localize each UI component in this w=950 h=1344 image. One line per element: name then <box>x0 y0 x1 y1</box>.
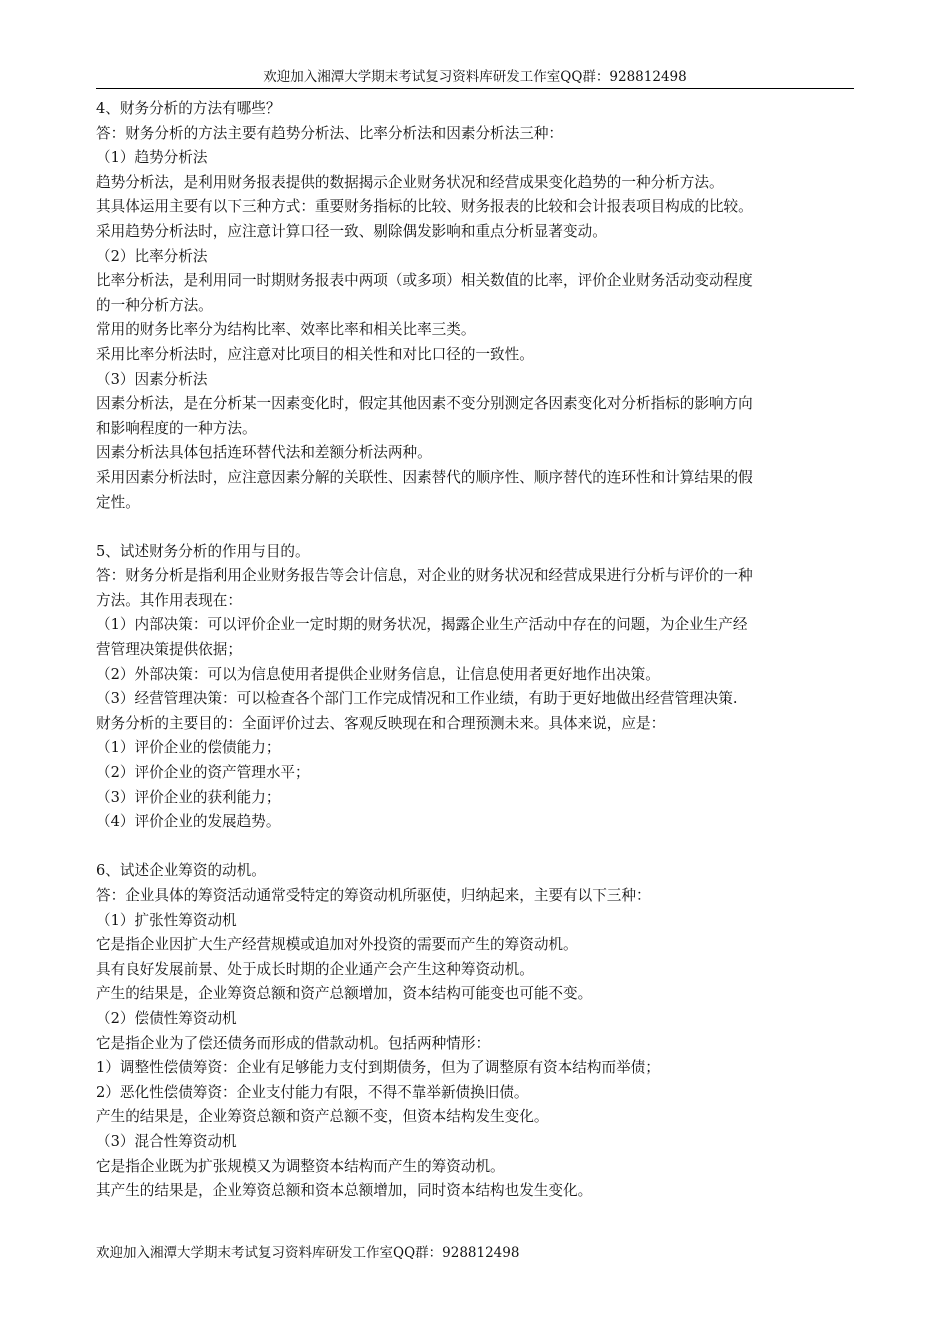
text-line: 它是指企业因扩大生产经营规模或追加对外投资的需要而产生的筹资动机。 <box>96 936 578 954</box>
text-line: 财务分析的主要目的：全面评价过去、客观反映现在和合理预测未来。具体来说，应是： <box>96 714 666 732</box>
text-line: 具有良好发展前景、处于成长时期的企业通产会产生这种筹资动机。 <box>96 960 534 978</box>
text-line: 采用比率分析法时，应注意对比项目的相关性和对比口径的一致性。 <box>96 345 534 363</box>
text-line: 因素分析法具体包括连环替代法和差额分析法两种。 <box>96 444 432 462</box>
text-line: （2）评价企业的资产管理水平； <box>96 764 310 782</box>
text-line: （3）因素分析法 <box>96 370 208 388</box>
text-line: 的一种分析方法。 <box>96 296 213 314</box>
text-line: 采用因素分析法时，应注意因素分解的关联性、因素替代的顺序性、顺序替代的连环性和计算结果的假 <box>96 468 753 486</box>
text-line: 因素分析法，是在分析某一因素变化时，假定其他因素不变分别测定各因素变化对分析指标的影响方向 <box>96 395 753 413</box>
page-footer: 欢迎加入湘潭大学期末考试复习资料库研发工作室QQ群：928812498 <box>96 1245 520 1261</box>
text-line: （1）评价企业的偿债能力； <box>96 739 281 757</box>
text-line: 其具体运用主要有以下三种方式：重要财务指标的比较、财务报表的比较和会计报表项目构成的比较。 <box>96 198 753 216</box>
text-line: 它是指企业为了偿还债务而形成的借款动机。包括两种情形： <box>96 1034 491 1052</box>
text-line: （2）外部决策：可以为信息使用者提供企业财务信息，让信息使用者更好地作出决策。 <box>96 665 660 683</box>
text-line: 答：财务分析是指利用企业财务报告等会计信息，对企业的财务状况和经营成果进行分析与评价的一种 <box>96 567 753 585</box>
text-line: 5、试述财务分析的作用与目的。 <box>96 542 310 560</box>
text-line: （1）扩张性筹资动机 <box>96 911 237 929</box>
blank-line <box>96 515 856 540</box>
page-header: 欢迎加入湘潭大学期末考试复习资料库研发工作室QQ群：928812498 <box>96 68 854 89</box>
text-line: 营管理决策提供依据； <box>96 641 242 659</box>
text-line: 答：财务分析的方法主要有趋势分析法、比率分析法和因素分析法三种： <box>96 124 564 142</box>
text-line: 比率分析法，是利用同一时期财务报表中两项（或多项）相关数值的比率，评价企业财务活动变动程度 <box>96 272 753 290</box>
text-line: 常用的财务比率分为结构比率、效率比率和相关比率三类。 <box>96 321 476 339</box>
text-line: 方法。其作用表现在： <box>96 591 242 609</box>
text-line: 4、财务分析的方法有哪些？ <box>96 100 281 117</box>
text-line: 6、试述企业筹资的动机。 <box>96 862 266 880</box>
text-line: 和影响程度的一种方法。 <box>96 419 257 437</box>
text-line: 产生的结果是，企业筹资总额和资产总额不变，但资本结构发生变化。 <box>96 1108 549 1126</box>
text-line: 答：企业具体的筹资活动通常受特定的筹资动机所驱使，归纳起来，主要有以下三种： <box>96 887 651 904</box>
text-line: （3）混合性筹资动机 <box>96 1132 237 1150</box>
text-line: （3）评价企业的获利能力； <box>96 788 281 806</box>
text-line: 采用趋势分析法时，应注意计算口径一致、剔除偶发影响和重点分析显著变动。 <box>96 222 607 240</box>
text-line: 1）调整性偿债筹资：企业有足够能力支付到期债务，但为了调整原有资本结构而举债； <box>96 1059 660 1077</box>
text-line: 产生的结果是，企业筹资总额和资产总额增加，资本结构可能变也可能不变。 <box>96 985 593 1003</box>
text-line: （1）趋势分析法 <box>96 149 208 167</box>
text-line: 其产生的结果是，企业筹资总额和资本总额增加，同时资本结构也发生变化。 <box>96 1182 593 1200</box>
text-line: 定性。 <box>96 493 140 511</box>
text-line: （2）比率分析法 <box>96 247 208 265</box>
text-line: 趋势分析法，是利用财务报表提供的数据揭示企业财务状况和经营成果变化趋势的一种分析方法。 <box>96 173 724 191</box>
text-line: （3）经营管理决策：可以检查各个部门工作完成情况和工作业绩，有助于更好地做出经营管理决策. <box>96 690 738 708</box>
text-line: 2）恶化性偿债筹资：企业支付能力有限，不得不靠举新债换旧债。 <box>96 1083 529 1101</box>
document-body <box>96 97 856 1204</box>
text-line: （1）内部决策：可以评价企业一定时期的财务状况，揭露企业生产活动中存在的问题，为企业生产经 <box>96 616 748 634</box>
text-line: （4）评价企业的发展趋势。 <box>96 813 281 831</box>
blank-line <box>96 835 856 860</box>
text-line: 它是指企业既为扩张规模又为调整资本结构而产生的筹资动机。 <box>96 1157 505 1175</box>
text-line: （2）偿债性筹资动机 <box>96 1009 237 1027</box>
